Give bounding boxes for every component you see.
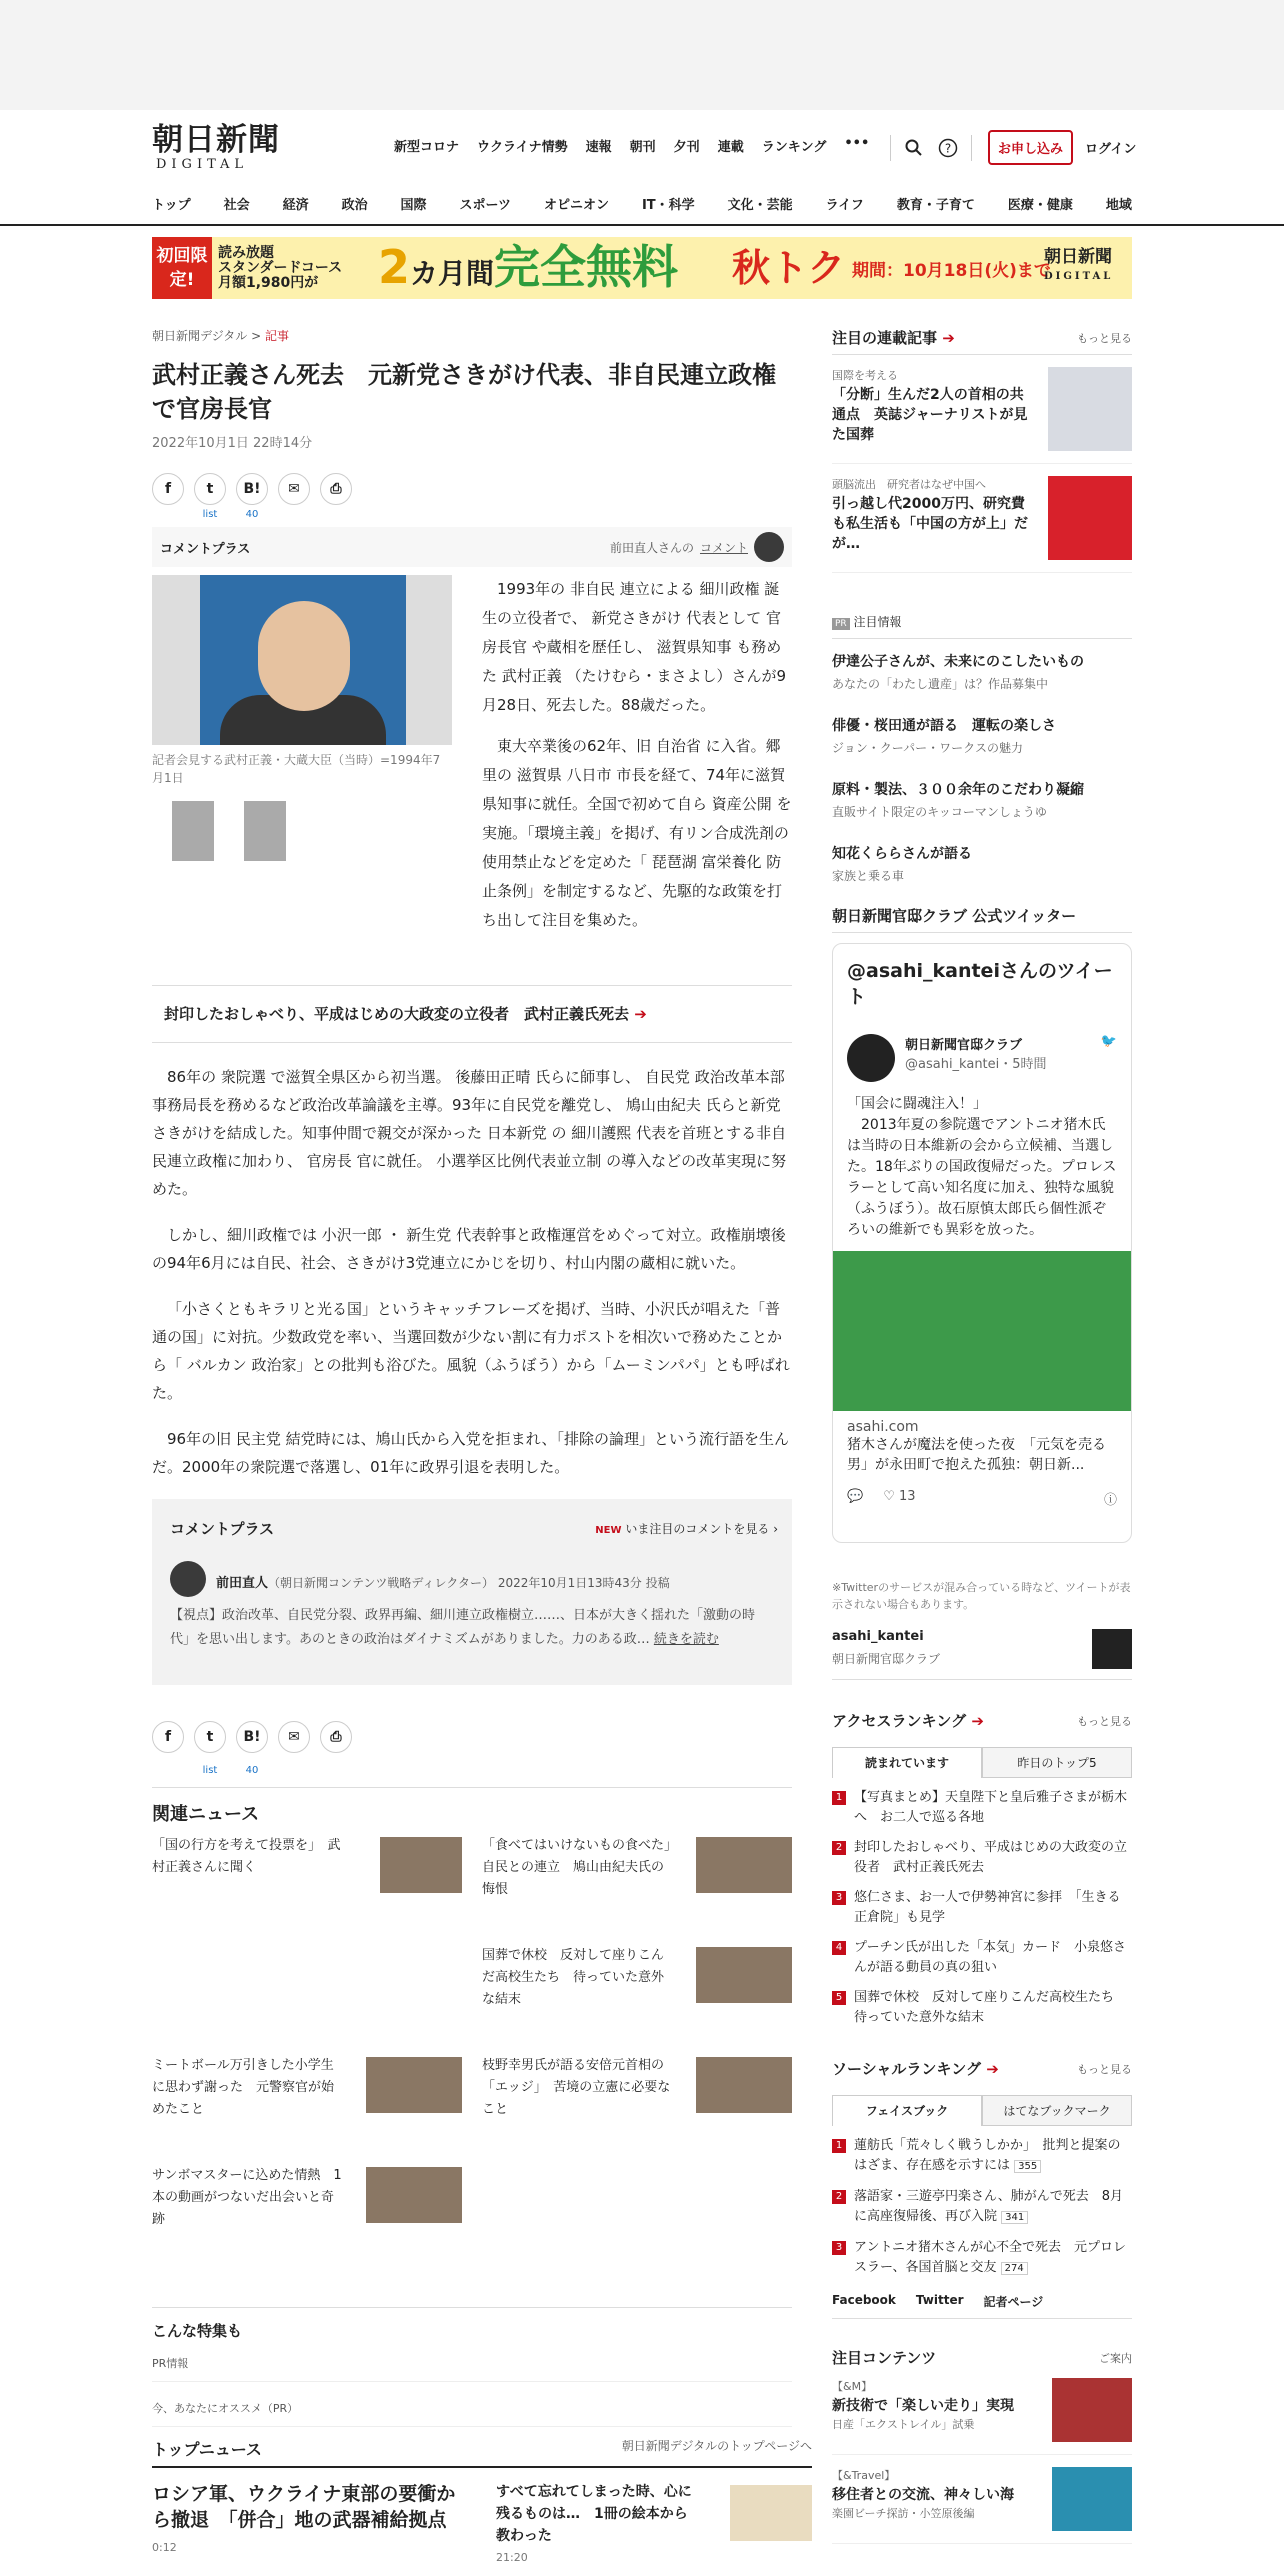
twitter-note: ※Twitterのサービスが混み合っている時など、ツイートが表示されない場合もあります。	[832, 1581, 1131, 1611]
mail-icon[interactable]: ✉	[278, 1721, 310, 1753]
related-item[interactable]: 枝野幸男氏が語る安倍元首相の「エッジ」 苦境の立憲に必要なこと	[482, 2055, 672, 2121]
category-nav	[152, 194, 1132, 213]
comment-link[interactable]: コメント	[699, 540, 748, 555]
like-icon[interactable]: ♡ 13	[883, 1489, 916, 1504]
nav-evening[interactable]: 夕刊	[673, 140, 700, 155]
ranking-item[interactable]: 2 落語家・三遊亭円楽さん、肺がんで死去 8月に高座復帰後、再び入院 341	[832, 2187, 1132, 2228]
banner-brand: 朝日新聞 DIGITAL	[1044, 247, 1114, 282]
svg-text:?: ?	[944, 141, 952, 155]
more-link[interactable]: もっと見る	[1077, 2062, 1132, 2076]
tab-facebook[interactable]: フェイスブック	[832, 2095, 982, 2126]
photo-thumbnails[interactable]	[152, 801, 452, 861]
article-date: 2022年10月1日 22時14分	[152, 436, 313, 451]
banner-headline: 2カ月間完全無料	[378, 240, 679, 294]
facebook-icon[interactable]: f	[152, 473, 184, 505]
related-item[interactable]: 「食べてはいけないもの食べた」自民との連立 鳩山由紀夫氏の悔恨	[482, 1835, 672, 1901]
breadcrumb: 朝日新聞デジタル > 記事	[152, 329, 289, 343]
more-link[interactable]: もっと見る	[1077, 331, 1132, 345]
mail-icon[interactable]: ✉	[278, 473, 310, 505]
thumbnail[interactable]	[730, 2485, 812, 2541]
tweet-account[interactable]: 朝日新聞官邸クラブ @asahi_kantei・5時間 🐦	[847, 1034, 1117, 1082]
banner-course: 読み放題 スタンダードコース 月額1,980円が	[218, 245, 343, 291]
hot-comments-link[interactable]: NEW いま注目のコメントを見る ›	[595, 1522, 778, 1536]
ranking-item[interactable]: 1 蓮舫氏「荒々しく戦うしかか」 批判と提案のはざま、存在感を示すには 355	[832, 2136, 1132, 2177]
subscribe-button[interactable]: お申し込み	[988, 130, 1073, 165]
avatar	[847, 1034, 895, 1082]
thumbnail[interactable]	[244, 801, 286, 861]
ranking-item[interactable]: 1 【写真まとめ】天皇陛下と皇后雅子さまが栃木へ お二人で巡る各地	[832, 1788, 1132, 1828]
nav-ranking[interactable]: ランキング	[761, 140, 827, 155]
spotlight-header: 注目コンテンツ ご案内	[832, 2349, 1132, 2367]
tweet-header[interactable]: @asahi_kanteiさんのツイート	[847, 960, 1113, 1008]
pr-item[interactable]: 原料・製法、３００余年のこだわり凝縮 直販サイト限定のキッコーマンしょうゆ	[832, 782, 1084, 819]
top-news-title: トップニュース	[152, 2440, 262, 2459]
nav-corona[interactable]: 新型コロナ	[394, 140, 460, 155]
cat-health[interactable]: 医療・健康	[1007, 198, 1073, 213]
banner-period: 期間：10月18日(火)まで	[852, 261, 1051, 281]
comment-plus-label: コメントプラス	[160, 541, 251, 557]
related-news-title: 関連ニュース	[152, 1804, 260, 1825]
tweet-actions	[847, 1489, 1117, 1508]
cat-top[interactable]: トップ	[152, 198, 191, 213]
cat-life[interactable]: ライフ	[825, 198, 864, 213]
tweet-image[interactable]	[833, 1251, 1131, 1411]
article	[152, 327, 792, 2415]
cat-culture[interactable]: 文化・芸能	[727, 198, 793, 213]
comment-bar[interactable]	[152, 527, 792, 567]
cat-sports[interactable]: スポーツ	[459, 198, 512, 213]
pr-item[interactable]: 伊達公子さんが、未来にのこしたいもの あなたの「わたし遺産」は？作品募集中	[832, 654, 1084, 691]
related-article-link[interactable]: 封印したおしゃべり、平成はじめの大政変の立役者 武村正義氏死去 ➔	[152, 985, 792, 1043]
header-actions	[884, 130, 1136, 165]
access-tabs	[832, 1747, 1132, 1778]
pr-label: PR情報	[152, 2355, 792, 2382]
spotlight-item[interactable]: 【&M】 新技術で「楽しい走り」実現 日産「エクストレイル」試乗	[832, 2374, 1132, 2455]
nav-ukraine[interactable]: ウクライナ情勢	[477, 140, 568, 155]
social-links	[832, 2293, 1132, 2319]
social-ranking-header: ソーシャルランキング ➔ もっと見る	[832, 2060, 1132, 2078]
logo-text: 朝日新聞	[152, 122, 280, 158]
cat-international[interactable]: 国際	[400, 198, 427, 213]
ranking-item[interactable]: 4 プーチン氏が出した「本気」カード 小泉悠さんが語る動員の真の狙い	[832, 1938, 1132, 1978]
avatar	[754, 532, 784, 562]
top-ad-space	[0, 0, 1284, 110]
series-item[interactable]: 国際を考える 「分断」生んだ2人の首相の共通点 英誌ジャーナリストが見た国葬	[832, 355, 1132, 464]
comment-author: 前田直人さんの コメント	[610, 532, 784, 562]
series-item[interactable]: 頭脳流出 研究者はなぜ中国へ 引っ越し代2000万円、研究費も私生活も「中国の方が上」だが…	[832, 464, 1132, 573]
paragraph: しかし、細川政権では 小沢一郎 ・ 新生党 代表幹事と政権運営をめぐって対立。政権崩壊後の94年6月には自民、社会、さきがけ3党連立にかじを切り、村山内閣の蔵相に就いた。	[152, 1226, 786, 1272]
facebook-link[interactable]: Facebook	[832, 2293, 896, 2307]
share-bar	[152, 473, 792, 520]
related-item[interactable]: サンボマスターに込めた情熱 1本の動画がつないだ出会いと奇跡	[152, 2165, 342, 2231]
reply-icon[interactable]: 💬	[847, 1489, 864, 1504]
info-icon[interactable]: ⓘ	[1103, 1493, 1117, 1508]
twitter-icon[interactable]: t list	[194, 473, 226, 505]
pr-section	[832, 613, 1132, 895]
help-icon[interactable]	[931, 131, 965, 165]
sidebar	[832, 327, 1132, 2544]
hatena-icon[interactable]: B! 40	[236, 1721, 268, 1753]
twitter-section-title: 朝日新聞官邸クラブ 公式ツイッター	[832, 905, 1132, 933]
twitter-account-link[interactable]: asahi_kantei 朝日新聞官邸クラブ	[832, 1629, 1132, 1680]
avatar	[170, 1561, 206, 1597]
cat-education[interactable]: 教育・子育て	[896, 198, 975, 213]
ranking-item[interactable]: 2 封印したおしゃべり、平成はじめの大政変の立役者 武村正義氏死去	[832, 1838, 1132, 1878]
site-logo[interactable]	[152, 122, 287, 171]
ranking-item[interactable]: 5 国葬で休校 反対して座りこんだ高校生たち 待っていた意外な結末	[832, 1988, 1132, 2028]
article-body	[152, 967, 792, 1776]
related-item[interactable]: 国葬で休校 反対して座りこんだ高校生たち 待っていた意外な結末	[482, 1945, 672, 2011]
main-image[interactable]	[152, 575, 452, 745]
article-title: 武村正義さん死去 元新党さきがけ代表、非自民連立政権で官房長官	[152, 361, 776, 423]
top-news-main[interactable]: ロシア軍、ウクライナ東部の要衝から撤退 「併合」地の武器補給拠点 0:12	[152, 2483, 456, 2554]
series-header: 注目の連載記事 ➔ もっと見る	[832, 327, 1132, 355]
cat-society[interactable]: 社会	[223, 198, 250, 213]
social-tabs	[832, 2095, 1132, 2126]
related-item[interactable]: 「国の行方を考えて投票を」 武村正義さんに聞く	[152, 1835, 342, 1879]
reporter-link[interactable]: 記者ページ	[983, 2295, 1044, 2309]
logo-sub: DIGITAL	[156, 157, 249, 172]
divider	[890, 135, 891, 161]
cat-region[interactable]: 地域	[1105, 198, 1132, 213]
access-ranking-header: アクセスランキング ➔ もっと見る	[832, 1712, 1132, 1730]
ranking-item[interactable]: 3 悠仁さま、お一人で伊勢神宮に参拝 「生きる正倉院」も見学	[832, 1888, 1132, 1928]
nav-morning[interactable]: 朝刊	[629, 140, 656, 155]
read-more-link[interactable]: 続きを読む	[653, 1632, 719, 1647]
cat-politics[interactable]: 政治	[341, 198, 368, 213]
breadcrumb-category[interactable]: 記事	[264, 329, 289, 343]
thumbnail[interactable]	[172, 801, 214, 861]
pr-item[interactable]: 俳優・桜田通が語る 運転の楽しさ ジョン・クーパー・ワークスの魅力	[832, 718, 1056, 755]
pr-item[interactable]: 知花くららさんが語る 家族と乗る車	[832, 846, 972, 883]
share-bar-bottom	[152, 1721, 792, 1776]
paragraph: 86年の 衆院選 で滋賀全県区から初当選。 後藤田正晴 氏らに師事し、 自民党 政治改革本部事務局長を務めるなど政治改革論議を主導。93年に自民党を離党し、 鳩山由紀夫 氏らと新党さきがけを結成した。知事仲間で親交が深かった 日本新党 の 細川護熙 代表を首班とする非自民連立政権に加わり、 官房長 官に就任。 小選挙区比例代表並立制 の導入などの改革実現に努めた。	[152, 1068, 787, 1198]
nav-breaking[interactable]: 速報	[585, 140, 612, 155]
twitter-link[interactable]: Twitter	[915, 2293, 964, 2307]
hatena-icon[interactable]: B! 40	[236, 473, 268, 505]
tab-hatena[interactable]: はてなブックマーク	[982, 2095, 1132, 2126]
divider	[971, 135, 972, 161]
print-icon[interactable]: ⎙	[320, 1721, 352, 1753]
cat-it-science[interactable]: IT・科学	[641, 198, 695, 213]
twitter-icon: 🐦	[1100, 1034, 1117, 1049]
ranking-item[interactable]: 3 アントニオ猪木さんが心不全で死去 元プロレスラー、各国首脳と交友 274	[832, 2238, 1132, 2279]
related-item[interactable]: ミートボール万引きした小学生に思わず謝った 元警察官が始めたこと	[152, 2055, 342, 2121]
article-lead: 1993年の 非自民 連立による 細川政権 誕生の立役者で、 新党さきがけ 代表として 官房長官 や蔵相を歴任し、 滋賀県知事 も務めた 武村正義 （たけむら・まさよし）さんが9月28日、死去した。88歳だった。 東大卒業後の62年、旧 自治省 に入省。郷里の 滋賀県 八日市 市長を経て、74年に滋賀県知事に就任。全国で初めて自ら 資産公開 を実施。「環境主義」を掲げ、有リン合成洗剤の使用禁止などを定めた「 琵琶湖 富栄養化 防止条例」を制定するなど、先駆的な政策を打ち出して注目を集めた。	[482, 580, 792, 929]
comment-plus-box	[152, 1499, 792, 1685]
banner-tag: 初回限定!	[152, 237, 212, 299]
login-button[interactable]: ログイン	[1085, 142, 1137, 157]
tab-most-read[interactable]: 読まれています	[832, 1747, 982, 1778]
breadcrumb-site[interactable]: 朝日新聞デジタル	[152, 329, 248, 343]
promo-banner[interactable]	[152, 237, 1132, 299]
features	[152, 2307, 792, 2427]
top-nav	[394, 136, 869, 155]
top-page-link[interactable]: 朝日新聞デジタルのトップページへ	[621, 2439, 812, 2453]
twitter-embed	[832, 943, 1132, 1543]
tweet-body: 「国会に闘魂注入！」 2013年夏の参院選でアントニオ猪木氏は当時の日本維新の会から立候補、当選した。18年ぶりの国政復帰だった。プロレスラーとして高い知名度に加え、独特な風貌（ふうぼう）。故石原慎太郎氏ら個性派ぞろいの維新でも異彩を放った。	[847, 1096, 1117, 1238]
print-icon[interactable]: ⎙	[320, 473, 352, 505]
tweet-link-text[interactable]: 猪木さんが魔法を使った夜 「元気を売る男」が永田町で抱えた孤独：朝日新...	[847, 1437, 1106, 1473]
cat-opinion[interactable]: オピニオン	[543, 198, 609, 213]
features-title: こんな特集も	[152, 2307, 792, 2341]
twitter-icon[interactable]: t list	[194, 1721, 226, 1753]
comment-plus-title: コメントプラス	[170, 1520, 275, 1538]
banner-autumn: 秋トク	[732, 246, 846, 290]
spotlight-item[interactable]: 【&Travel】 移住者との交流、神々しい海 楽園ビーチ探訪・小笠原後編	[832, 2455, 1132, 2544]
paragraph: 96年の旧 民主党 結党時には、鳩山氏から入党を拒まれ、「排除の論理」という流行語を生んだ。2000年の衆院選で落選し、01年に政界引退を表明した。	[152, 1430, 790, 1476]
related-news	[152, 1787, 792, 2227]
nav-series[interactable]: 連載	[717, 140, 744, 155]
photo-caption: 記者会見する武村正義・大蔵大臣（当時）=1994年7月1日	[152, 753, 441, 785]
more-link[interactable]: もっと見る	[1077, 1714, 1132, 1728]
commenter: 前田直人（朝日新聞コンテンツ戦略ディレクター） 2022年10月1日13時43分 投稿	[170, 1561, 774, 1598]
comment-text: 【視点】政治改革、自民党分裂、政界再編、細川連立政権樹立……、日本が大きく揺れた「激動の時代」を思い出します。あのときの政治はダイナミズムがありました。力のある政… 続きを読む	[170, 1608, 756, 1647]
more-icon[interactable]: •••	[844, 136, 870, 151]
top-news	[152, 2437, 812, 2564]
tab-yesterday[interactable]: 昨日のトップ5	[982, 1747, 1132, 1778]
paragraph: 「小さくともキラリと光る国」というキャッチフレーズを掲げ、当時、小沢氏が唱えた「普通の国」に対抗。少数政党を率い、当選回数が少ない割に有力ポストを相次いで務めたことから「 バルカン 政治家」との批判も浴びた。風貌（ふうぼう）から「ムーミンパパ」とも呼ばれた。	[152, 1300, 790, 1402]
search-icon[interactable]	[897, 131, 931, 165]
top-news-item[interactable]: すべて忘れてしまった時、心に残るものは… 1冊の絵本から教わった 21:20	[496, 2484, 692, 2564]
cat-economy[interactable]: 経済	[282, 198, 309, 213]
pr-header: PR 注目情報	[832, 613, 1132, 639]
article-photo[interactable]	[152, 575, 452, 861]
recommended-label: 今、あなたにオススメ（PR）	[152, 2400, 792, 2427]
facebook-icon[interactable]: f	[152, 1721, 184, 1753]
info-link[interactable]: ご案内	[1099, 2351, 1132, 2365]
tweet-link-domain[interactable]: asahi.com	[847, 1419, 919, 1435]
site-header	[0, 110, 1284, 226]
